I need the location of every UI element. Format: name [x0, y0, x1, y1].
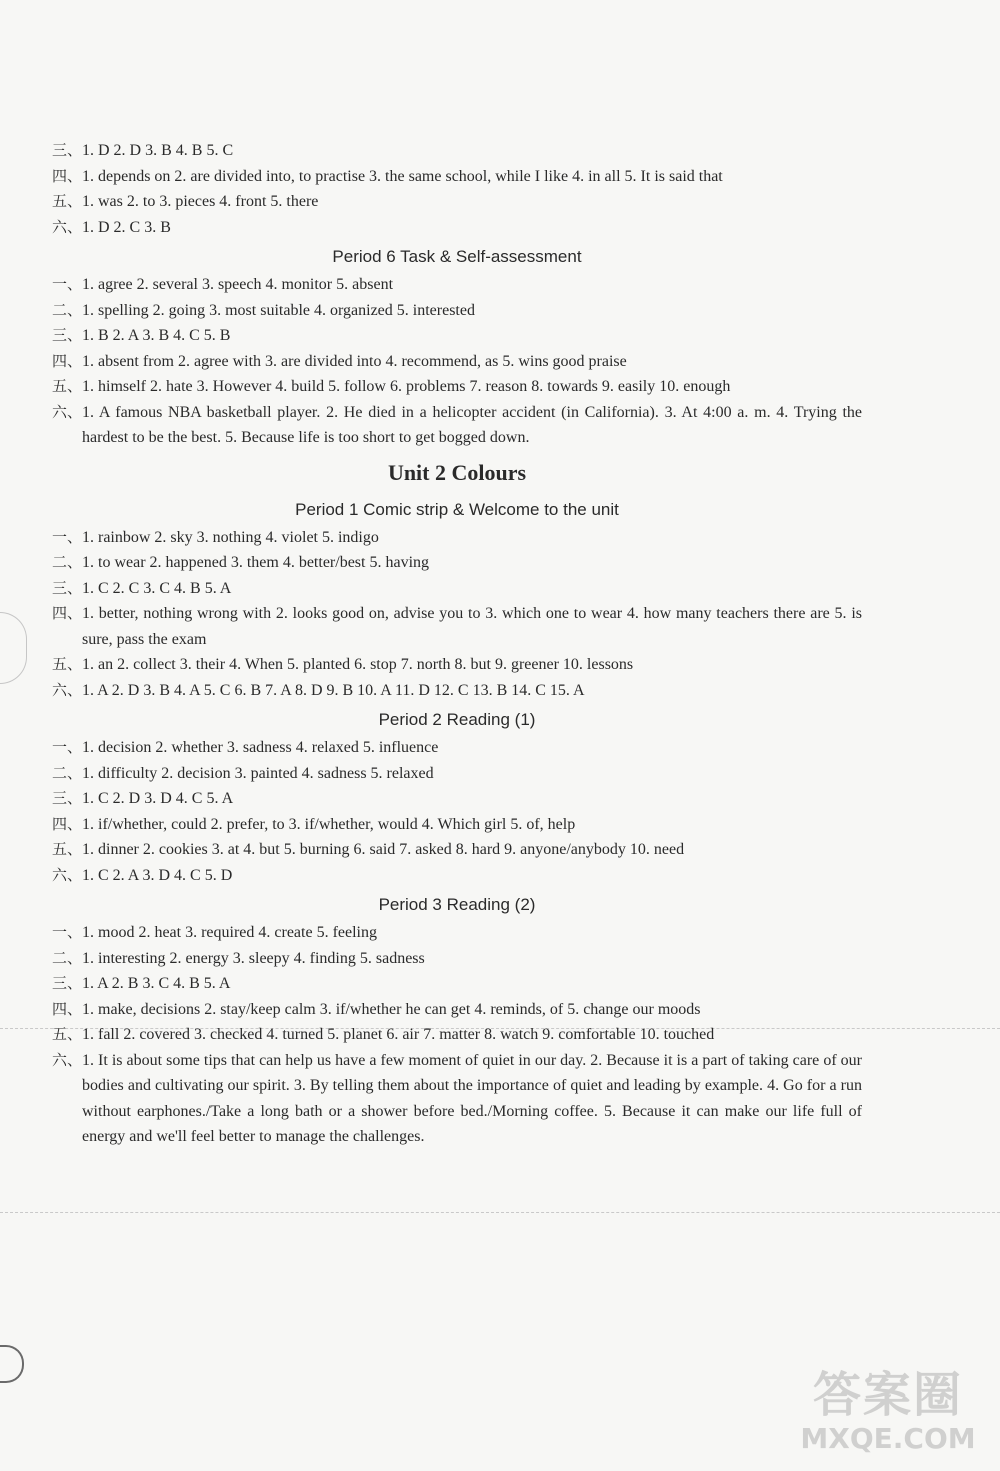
answer-row	[52, 735, 862, 761]
answer-row	[52, 272, 862, 298]
answer-row	[52, 837, 862, 863]
period-heading: Period 6 Task & Self-assessment	[332, 247, 582, 266]
section-number: 三、	[52, 578, 83, 597]
answer-row	[52, 761, 862, 787]
section-number: 四、	[52, 814, 83, 833]
answer-text: 1. if/whether, could 2. prefer, to 3. if/whether, would 4. Which girl 5. of, help	[82, 815, 576, 833]
section-number: 三、	[52, 141, 83, 159]
watermark-logo-text: 答案圈	[812, 1367, 963, 1423]
answer-row	[52, 576, 862, 602]
answer-text: 1. himself 2. hate 3. However 4. build 5. follow 6. problems 7. reason 8. towards 9. easily 10. enough	[82, 378, 731, 395]
answer-row	[52, 374, 862, 400]
answer-row	[52, 164, 862, 190]
answer-row	[52, 863, 862, 889]
answer-row	[52, 525, 862, 551]
answer-row	[52, 323, 862, 349]
section-number: 二、	[52, 763, 83, 782]
section-number: 一、	[52, 738, 83, 756]
answer-text: 1. mood 2. heat 3. required 4. create 5. feeling	[82, 924, 377, 941]
answer-text: 1. A famous NBA basketball player. 2. He died in a helicopter accident (in California). 3. At 4:00 a. m. 4. Trying the hardest to be the best. 5. Because life is too short to get bogged down.	[82, 403, 862, 446]
answer-text: 1. better, nothing wrong with 2. looks good on, advise you to 3. which one to wear 4. how many teachers there are 5. is sure, pass the exam	[82, 605, 862, 648]
section-number: 四、	[52, 999, 83, 1018]
answer-text: 1. C 2. A 3. D 4. C 5. D	[82, 866, 233, 884]
answer-text: 1. fall 2. covered 3. checked 4. turned 5. planet 6. air 7. matter 8. watch 9. comfortable 10. touched	[82, 1026, 715, 1043]
answer-row	[52, 215, 862, 241]
section-number: 五、	[52, 655, 83, 673]
divider-line	[0, 1212, 1000, 1213]
answer-row	[52, 971, 862, 997]
section-number: 一、	[52, 923, 83, 941]
answer-text: 1. make, decisions 2. stay/keep calm 3. if/whether he can get 4. reminds, of 5. change our moods	[82, 1000, 701, 1018]
site-watermark	[788, 1368, 988, 1463]
answer-text: 1. rainbow 2. sky 3. nothing 4. violet 5. indigo	[82, 528, 379, 546]
page-number-tab	[0, 1345, 24, 1383]
margin-ornament	[0, 612, 27, 684]
section-number: 二、	[52, 553, 83, 571]
section-number: 一、	[52, 275, 83, 293]
section-number: 二、	[52, 300, 83, 319]
answer-text: 1. C 2. C 3. C 4. B 5. A	[82, 579, 232, 597]
answer-row	[52, 920, 862, 946]
answer-text: 1. interesting 2. energy 3. sleepy 4. finding 5. sadness	[82, 949, 425, 967]
answer-row	[52, 400, 862, 451]
answer-row	[52, 652, 862, 678]
answer-row	[52, 189, 862, 215]
answer-row	[52, 550, 862, 576]
watermark-url: MXQE.COM	[800, 1422, 976, 1455]
answer-row	[52, 298, 862, 324]
answer-text: 1. decision 2. whether 3. sadness 4. relaxed 5. influence	[82, 739, 439, 756]
answer-row	[52, 601, 862, 652]
section-number: 五、	[52, 1025, 83, 1043]
answer-text: 1. depends on 2. are divided into, to practise 3. the same school, while I like 4. in all 5. It is said that	[82, 167, 723, 185]
answer-row	[52, 1048, 862, 1150]
answer-text: 1. A 2. D 3. B 4. A 5. C 6. B 7. A 8. D 9. B 10. A 11. D 12. C 13. B 14. C 15. A	[82, 681, 585, 699]
answer-text: 1. agree 2. several 3. speech 4. monitor 5. absent	[82, 276, 394, 293]
section-number: 五、	[52, 192, 83, 210]
section-number: 六、	[52, 865, 83, 884]
answer-row	[52, 946, 862, 972]
section-number: 二、	[52, 948, 83, 967]
answer-text: 1. dinner 2. cookies 3. at 4. but 5. burning 6. said 7. asked 8. hard 9. anyone/anybody 10. need	[82, 841, 685, 858]
section-number: 六、	[52, 402, 83, 421]
answer-text: 1. was 2. to 3. pieces 4. front 5. there	[82, 193, 319, 210]
period-heading: Period 2 Reading (1)	[378, 710, 536, 729]
answer-text: 1. D 2. D 3. B 4. B 5. C	[82, 142, 234, 159]
answer-text: 1. difficulty 2. decision 3. painted 4. sadness 5. relaxed	[82, 764, 434, 782]
answer-text: 1. C 2. D 3. D 4. C 5. A	[82, 790, 234, 807]
answer-row	[52, 997, 862, 1023]
answer-row	[52, 1022, 862, 1048]
section-number: 四、	[52, 351, 83, 370]
answer-row	[52, 138, 862, 164]
section-number: 六、	[52, 680, 83, 699]
section-number: 三、	[52, 789, 83, 807]
answer-text: 1. spelling 2. going 3. most suitable 4. organized 5. interested	[82, 301, 475, 319]
unit-heading: Unit 2 Colours	[387, 459, 527, 485]
section-number: 四、	[52, 604, 83, 622]
section-number: 六、	[52, 217, 83, 236]
answer-text: 1. It is about some tips that can help us have a few moment of quiet in our day. 2. Because it is a part of taking care of our bodies and cultivating our spirit. 3. By telling them about the importance of quiet and leading by example. 4. Go for a run without earphones./Take a long bath or a shower before bed./Morning coffee. 5. Because it can make our life full of energy and we'll feel better to manage the challenges.	[82, 1051, 862, 1145]
answer-row	[52, 349, 862, 375]
section-number: 三、	[52, 326, 83, 344]
answer-text: 1. to wear 2. happened 3. them 4. better/best 5. having	[82, 554, 430, 571]
section-number: 六、	[52, 1050, 83, 1069]
period-heading: Period 3 Reading (2)	[378, 895, 536, 914]
section-number: 五、	[52, 377, 83, 395]
section-number: 一、	[52, 527, 83, 546]
section-number: 三、	[52, 974, 83, 992]
answer-text: 1. D 2. C 3. B	[82, 218, 171, 236]
section-number: 四、	[52, 166, 83, 185]
answer-text: 1. absent from 2. agree with 3. are divided into 4. recommend, as 5. wins good praise	[82, 352, 627, 370]
answer-content	[52, 138, 862, 1150]
answer-text: 1. an 2. collect 3. their 4. When 5. planted 6. stop 7. north 8. but 9. greener 10. lessons	[82, 656, 634, 673]
answer-text: 1. A 2. B 3. C 4. B 5. A	[82, 975, 231, 992]
section-number: 五、	[52, 840, 83, 858]
answer-row	[52, 812, 862, 838]
answer-row	[52, 786, 862, 812]
period-heading: Period 1 Comic strip & Welcome to the unit	[295, 499, 619, 519]
answer-text: 1. B 2. A 3. B 4. C 5. B	[82, 327, 231, 344]
answer-row	[52, 678, 862, 704]
